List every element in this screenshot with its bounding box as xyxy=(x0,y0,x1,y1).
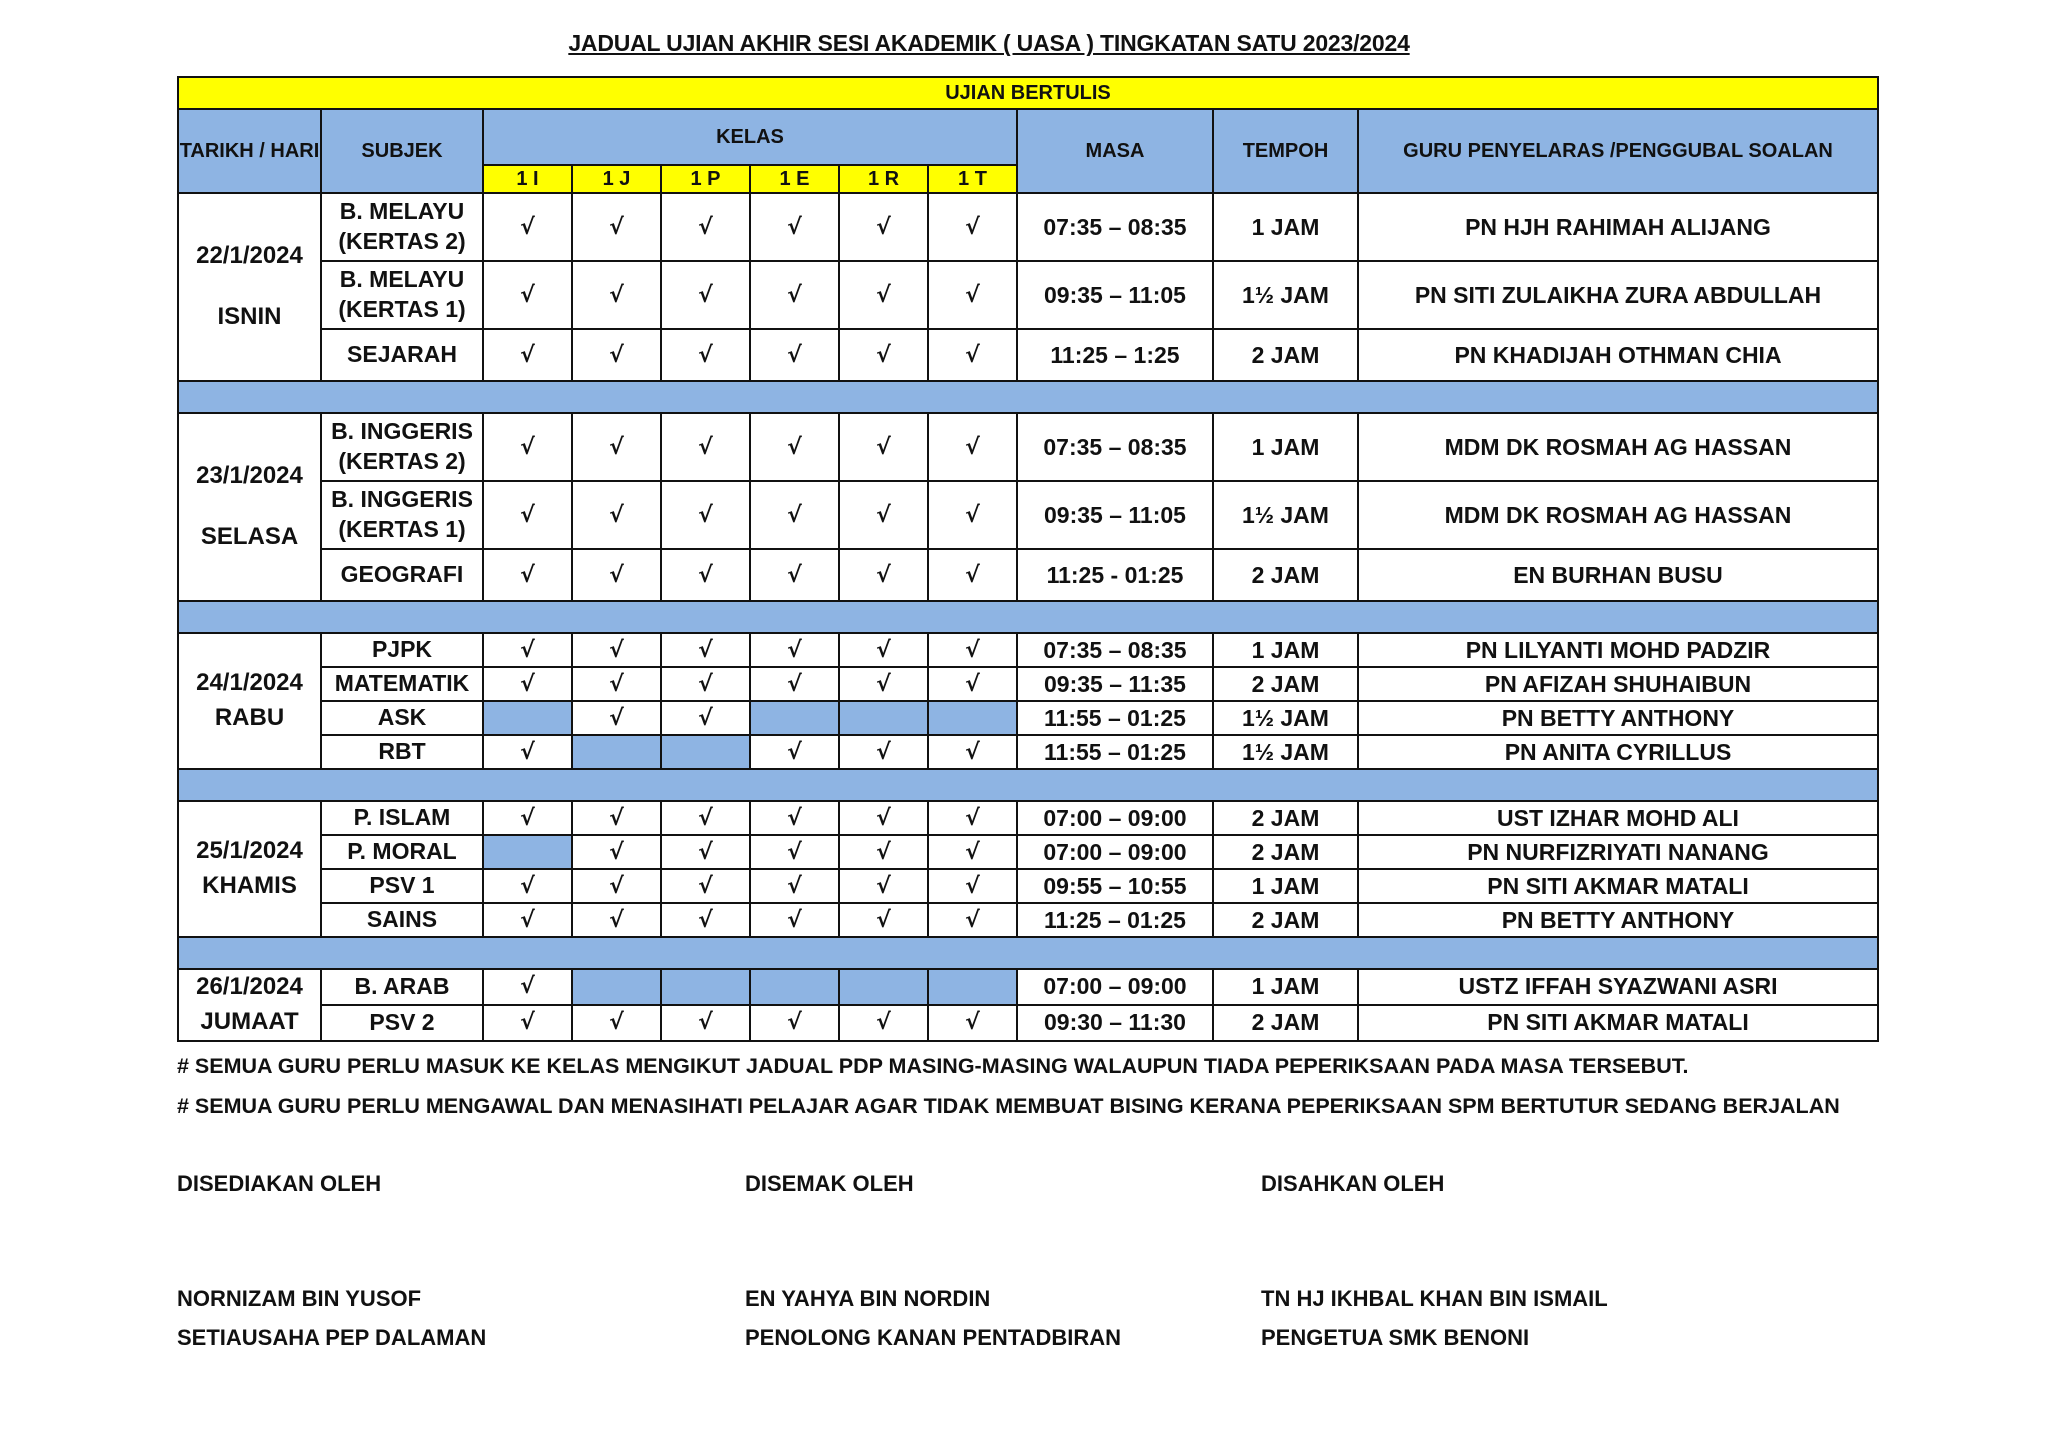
class-header-cell: 1 E xyxy=(750,165,839,193)
tick-mark: √ xyxy=(750,633,839,667)
tick-mark: √ xyxy=(928,413,1017,481)
guru-cell: MDM DK ROSMAH AG HASSAN xyxy=(1358,413,1878,481)
table-row xyxy=(178,701,1878,735)
no-exam-cell xyxy=(839,701,928,735)
tick-mark: √ xyxy=(928,903,1017,937)
guru-cell: PN NURFIZRIYATI NANANG xyxy=(1358,835,1878,869)
header-guru: GURU PENYELARAS /PENGGUBAL SOALAN xyxy=(1358,109,1878,193)
tick-mark: √ xyxy=(661,667,750,701)
subject-cell: ASK xyxy=(321,701,483,735)
exam-date: 24/1/2024 xyxy=(196,669,303,697)
no-exam-cell xyxy=(928,969,1017,1005)
tick-mark: √ xyxy=(661,329,750,381)
sig-role-checked: DISEMAK OLEH xyxy=(745,1171,914,1196)
tick-mark: √ xyxy=(483,413,572,481)
subject-cell: B. INGGERIS (KERTAS 1) xyxy=(321,481,483,549)
table-row xyxy=(178,481,1878,549)
subject-cell: B. ARAB xyxy=(321,969,483,1005)
tempoh-cell: 2 JAM xyxy=(1213,801,1358,835)
class-header-cell: 1 R xyxy=(839,165,928,193)
note-1: # SEMUA GURU PERLU MASUK KE KELAS MENGIKUT JADUAL PDP MASING-MASING WALAUPUN TIADA PEPERIKSAAN PADA MASA TERSEBUT. xyxy=(177,1054,1689,1078)
exam-day: KHAMIS xyxy=(202,872,297,899)
sig-name-approved: TN HJ IKHBAL KHAN BIN ISMAIL xyxy=(1261,1286,1608,1311)
masa-cell: 09:35 – 11:05 xyxy=(1017,481,1213,549)
tick-mark: √ xyxy=(839,903,928,937)
tick-mark: √ xyxy=(839,835,928,869)
table-row xyxy=(178,667,1878,701)
subject-cell: B. INGGERIS (KERTAS 2) xyxy=(321,413,483,481)
table-row xyxy=(178,261,1878,329)
masa-cell: 07:00 – 09:00 xyxy=(1017,801,1213,835)
sig-role-prepared: DISEDIAKAN OLEH xyxy=(177,1171,382,1196)
class-header-cell: 1 I xyxy=(483,165,572,193)
tick-mark: √ xyxy=(661,633,750,667)
masa-cell: 07:35 – 08:35 xyxy=(1017,633,1213,667)
tick-mark: √ xyxy=(928,735,1017,769)
tick-mark: √ xyxy=(483,903,572,937)
tick-mark: √ xyxy=(839,261,928,329)
guru-cell: MDM DK ROSMAH AG HASSAN xyxy=(1358,481,1878,549)
tempoh-cell: 2 JAM xyxy=(1213,329,1358,381)
tempoh-cell: 1 JAM xyxy=(1213,969,1358,1005)
tick-mark: √ xyxy=(839,801,928,835)
tick-mark: √ xyxy=(750,193,839,261)
day-separator xyxy=(178,601,1878,633)
tick-mark: √ xyxy=(572,701,661,735)
tick-mark: √ xyxy=(661,903,750,937)
tick-mark: √ xyxy=(661,413,750,481)
guru-cell: PN ANITA CYRILLUS xyxy=(1358,735,1878,769)
date-day-cell xyxy=(178,633,321,769)
tick-mark: √ xyxy=(928,835,1017,869)
no-exam-cell xyxy=(750,701,839,735)
class-header-cell: 1 P xyxy=(661,165,750,193)
tick-mark: √ xyxy=(928,481,1017,549)
tick-mark: √ xyxy=(572,193,661,261)
date-day-cell xyxy=(178,413,321,601)
tick-mark: √ xyxy=(572,801,661,835)
tick-mark: √ xyxy=(572,413,661,481)
note-2: # SEMUA GURU PERLU MENGAWAL DAN MENASIHATI PELAJAR AGAR TIDAK MEMBUAT BISING KERANA PEPERIKSAAN SPM BERTUTUR SEDANG BERJALAN xyxy=(177,1094,1840,1118)
masa-cell: 11:55 – 01:25 xyxy=(1017,701,1213,735)
tick-mark: √ xyxy=(839,329,928,381)
tick-mark: √ xyxy=(839,633,928,667)
banner-ujian-bertulis: UJIAN BERTULIS xyxy=(178,77,1878,109)
tempoh-cell: 2 JAM xyxy=(1213,903,1358,937)
page-title: JADUAL UJIAN AKHIR SESI AKADEMIK ( UASA ) TINGKATAN SATU 2023/2024 xyxy=(568,30,1410,56)
tick-mark: √ xyxy=(839,1005,928,1041)
exam-schedule-table xyxy=(177,76,1879,1042)
table-row xyxy=(178,413,1878,481)
table-row xyxy=(178,835,1878,869)
no-exam-cell xyxy=(661,735,750,769)
tick-mark: √ xyxy=(572,633,661,667)
tick-mark: √ xyxy=(750,549,839,601)
tempoh-cell: 2 JAM xyxy=(1213,549,1358,601)
tick-mark: √ xyxy=(483,801,572,835)
tick-mark: √ xyxy=(572,835,661,869)
table-row xyxy=(178,329,1878,381)
tempoh-cell: 2 JAM xyxy=(1213,1005,1358,1041)
tick-mark: √ xyxy=(661,1005,750,1041)
tick-mark: √ xyxy=(928,667,1017,701)
tick-mark: √ xyxy=(928,801,1017,835)
subject-cell: P. ISLAM xyxy=(321,801,483,835)
masa-cell: 09:35 – 11:05 xyxy=(1017,261,1213,329)
tick-mark: √ xyxy=(750,903,839,937)
tick-mark: √ xyxy=(839,667,928,701)
header-masa: MASA xyxy=(1017,109,1213,193)
subject-cell: B. MELAYU (KERTAS 2) xyxy=(321,193,483,261)
tick-mark: √ xyxy=(661,869,750,903)
sig-name-checked: EN YAHYA BIN NORDIN xyxy=(745,1286,991,1311)
guru-cell: PN LILYANTI MOHD PADZIR xyxy=(1358,633,1878,667)
tick-mark: √ xyxy=(572,481,661,549)
exam-day: SELASA xyxy=(200,523,299,550)
subject-cell: MATEMATIK xyxy=(321,667,483,701)
tick-mark: √ xyxy=(661,801,750,835)
tick-mark: √ xyxy=(661,701,750,735)
date-day-cell xyxy=(178,193,321,381)
tick-mark: √ xyxy=(839,549,928,601)
tick-mark: √ xyxy=(750,329,839,381)
exam-day: ISNIN xyxy=(217,303,282,330)
tick-mark: √ xyxy=(483,1005,572,1041)
table-row xyxy=(178,193,1878,261)
guru-cell: PN KHADIJAH OTHMAN CHIA xyxy=(1358,329,1878,381)
subject-cell: PSV 2 xyxy=(321,1005,483,1041)
tempoh-cell: 1 JAM xyxy=(1213,193,1358,261)
sig-position-approved: PENGETUA SMK BENONI xyxy=(1261,1325,1530,1350)
masa-cell: 07:00 – 09:00 xyxy=(1017,969,1213,1005)
tempoh-cell: 1 JAM xyxy=(1213,633,1358,667)
no-exam-cell xyxy=(572,735,661,769)
tick-mark: √ xyxy=(483,735,572,769)
tick-mark: √ xyxy=(483,667,572,701)
day-separator-row xyxy=(178,601,1878,633)
tick-mark: √ xyxy=(572,903,661,937)
tick-mark: √ xyxy=(750,1005,839,1041)
guru-cell: EN BURHAN BUSU xyxy=(1358,549,1878,601)
exam-date: 22/1/2024 xyxy=(196,242,303,270)
tick-mark: √ xyxy=(839,735,928,769)
tick-mark: √ xyxy=(750,413,839,481)
no-exam-cell xyxy=(839,969,928,1005)
tick-mark: √ xyxy=(661,549,750,601)
tick-mark: √ xyxy=(483,869,572,903)
tick-mark: √ xyxy=(661,481,750,549)
date-day-cell xyxy=(178,969,321,1041)
table-row xyxy=(178,633,1878,667)
no-exam-cell xyxy=(483,835,572,869)
tempoh-cell: 1½ JAM xyxy=(1213,701,1358,735)
tick-mark: √ xyxy=(839,413,928,481)
table-row xyxy=(178,801,1878,835)
masa-cell: 11:25 – 01:25 xyxy=(1017,903,1213,937)
tick-mark: √ xyxy=(572,667,661,701)
exam-date: 26/1/2024 xyxy=(196,973,303,1000)
no-exam-cell xyxy=(572,969,661,1005)
class-header-cell: 1 T xyxy=(928,165,1017,193)
masa-cell: 09:55 – 10:55 xyxy=(1017,869,1213,903)
tick-mark: √ xyxy=(839,481,928,549)
header-tempoh: TEMPOH xyxy=(1213,109,1358,193)
date-day-cell xyxy=(178,801,321,937)
masa-cell: 11:55 – 01:25 xyxy=(1017,735,1213,769)
tick-mark: √ xyxy=(928,869,1017,903)
tempoh-cell: 1½ JAM xyxy=(1213,735,1358,769)
day-separator xyxy=(178,937,1878,969)
masa-cell: 11:25 – 1:25 xyxy=(1017,329,1213,381)
guru-cell: USTZ IFFAH SYAZWANI ASRI xyxy=(1358,969,1878,1005)
tick-mark: √ xyxy=(928,261,1017,329)
no-exam-cell xyxy=(750,969,839,1005)
no-exam-cell xyxy=(483,701,572,735)
day-separator-row xyxy=(178,381,1878,413)
exam-date: 23/1/2024 xyxy=(196,462,303,490)
sig-role-approved: DISAHKAN OLEH xyxy=(1261,1171,1445,1196)
day-separator-row xyxy=(178,769,1878,801)
guru-cell: PN SITI AKMAR MATALI xyxy=(1358,1005,1878,1041)
tick-mark: √ xyxy=(483,261,572,329)
tick-mark: √ xyxy=(839,869,928,903)
guru-cell: UST IZHAR MOHD ALI xyxy=(1358,801,1878,835)
no-exam-cell xyxy=(661,969,750,1005)
tick-mark: √ xyxy=(750,261,839,329)
tick-mark: √ xyxy=(750,735,839,769)
tick-mark: √ xyxy=(572,261,661,329)
tick-mark: √ xyxy=(750,835,839,869)
guru-cell: PN BETTY ANTHONY xyxy=(1358,903,1878,937)
header-subjek: SUBJEK xyxy=(321,109,483,193)
tick-mark: √ xyxy=(572,1005,661,1041)
day-separator xyxy=(178,769,1878,801)
tick-mark: √ xyxy=(483,969,572,1005)
guru-cell: PN BETTY ANTHONY xyxy=(1358,701,1878,735)
header-kelas: KELAS xyxy=(483,109,1017,165)
subject-cell: P. MORAL xyxy=(321,835,483,869)
tick-mark: √ xyxy=(928,1005,1017,1041)
masa-cell: 09:30 – 11:30 xyxy=(1017,1005,1213,1041)
tick-mark: √ xyxy=(483,193,572,261)
tick-mark: √ xyxy=(483,329,572,381)
tick-mark: √ xyxy=(661,261,750,329)
subject-cell: SEJARAH xyxy=(321,329,483,381)
exam-day: JUMAAT xyxy=(200,1007,299,1035)
tick-mark: √ xyxy=(483,633,572,667)
no-exam-cell xyxy=(928,701,1017,735)
sig-position-prepared: SETIAUSAHA PEP DALAMAN xyxy=(177,1325,487,1350)
tick-mark: √ xyxy=(750,667,839,701)
tick-mark: √ xyxy=(928,329,1017,381)
table-row xyxy=(178,969,1878,1005)
tempoh-cell: 1 JAM xyxy=(1213,869,1358,903)
table-row xyxy=(178,903,1878,937)
table-row xyxy=(178,735,1878,769)
table-row xyxy=(178,1005,1878,1041)
guru-cell: PN SITI AKMAR MATALI xyxy=(1358,869,1878,903)
tick-mark: √ xyxy=(572,329,661,381)
tempoh-cell: 2 JAM xyxy=(1213,835,1358,869)
exam-date: 25/1/2024 xyxy=(196,837,303,865)
header-tarikh: TARIKH / HARI xyxy=(178,109,321,193)
subject-cell: RBT xyxy=(321,735,483,769)
sig-name-prepared: NORNIZAM BIN YUSOF xyxy=(177,1286,422,1311)
subject-cell: B. MELAYU (KERTAS 1) xyxy=(321,261,483,329)
tick-mark: √ xyxy=(928,549,1017,601)
table-row xyxy=(178,549,1878,601)
subject-cell: PSV 1 xyxy=(321,869,483,903)
tick-mark: √ xyxy=(928,193,1017,261)
tick-mark: √ xyxy=(750,481,839,549)
guru-cell: PN SITI ZULAIKHA ZURA ABDULLAH xyxy=(1358,261,1878,329)
tempoh-cell: 1 JAM xyxy=(1213,413,1358,481)
table-row xyxy=(178,869,1878,903)
tick-mark: √ xyxy=(928,633,1017,667)
tempoh-cell: 2 JAM xyxy=(1213,667,1358,701)
tick-mark: √ xyxy=(483,481,572,549)
sig-position-checked: PENOLONG KANAN PENTADBIRAN xyxy=(745,1325,1122,1350)
masa-cell: 07:00 – 09:00 xyxy=(1017,835,1213,869)
tick-mark: √ xyxy=(750,869,839,903)
tick-mark: √ xyxy=(483,549,572,601)
tick-mark: √ xyxy=(839,193,928,261)
tick-mark: √ xyxy=(661,835,750,869)
tick-mark: √ xyxy=(572,549,661,601)
tick-mark: √ xyxy=(750,801,839,835)
tick-mark: √ xyxy=(572,869,661,903)
tempoh-cell: 1½ JAM xyxy=(1213,261,1358,329)
class-header-cell: 1 J xyxy=(572,165,661,193)
day-separator-row xyxy=(178,937,1878,969)
subject-cell: SAINS xyxy=(321,903,483,937)
exam-day: RABU xyxy=(214,704,285,731)
masa-cell: 07:35 – 08:35 xyxy=(1017,413,1213,481)
tempoh-cell: 1½ JAM xyxy=(1213,481,1358,549)
masa-cell: 09:35 – 11:35 xyxy=(1017,667,1213,701)
tick-mark: √ xyxy=(661,193,750,261)
subject-cell: GEOGRAFI xyxy=(321,549,483,601)
guru-cell: PN HJH RAHIMAH ALIJANG xyxy=(1358,193,1878,261)
masa-cell: 07:35 – 08:35 xyxy=(1017,193,1213,261)
guru-cell: PN AFIZAH SHUHAIBUN xyxy=(1358,667,1878,701)
day-separator xyxy=(178,381,1878,413)
subject-cell: PJPK xyxy=(321,633,483,667)
masa-cell: 11:25 - 01:25 xyxy=(1017,549,1213,601)
